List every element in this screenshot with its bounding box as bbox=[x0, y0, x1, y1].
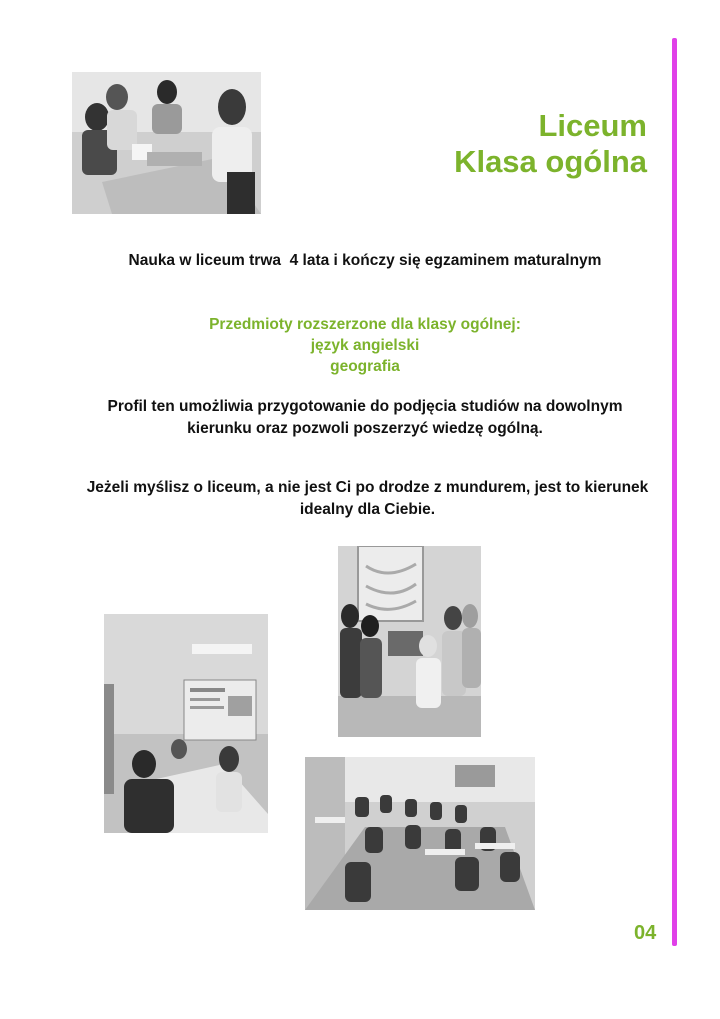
title-line-1: Liceum bbox=[538, 108, 647, 143]
page-title bbox=[454, 108, 647, 180]
photo-presentation-classroom bbox=[104, 614, 268, 833]
extended-subjects-block bbox=[60, 314, 670, 377]
closing-paragraph bbox=[55, 477, 680, 521]
photo-students-at-table bbox=[72, 72, 261, 214]
subject-item: geografia bbox=[330, 358, 400, 375]
title-line-2: Klasa ogólna bbox=[454, 144, 647, 179]
closing-text-line-1: Jeżeli myślisz o liceum, a nie jest Ci po drodze z mundurem, jest to kierunek bbox=[86, 479, 649, 496]
photo-group-with-trophies bbox=[338, 546, 481, 737]
photo-exam-hall bbox=[305, 757, 535, 910]
profile-text-line-1: Profil ten umożliwia przygotowanie do podjęcia studiów na dowolnym bbox=[107, 398, 623, 415]
page-number: 04 bbox=[634, 922, 657, 944]
intro-text: Nauka w liceum trwa 4 lata i kończy się egzaminem maturalnym bbox=[128, 252, 602, 269]
profile-description bbox=[60, 396, 670, 440]
profile-text-line-2: kierunku oraz pozwoli poszerzyć wiedzę ogólną. bbox=[187, 420, 543, 437]
extended-subjects-heading: Przedmioty rozszerzone dla klasy ogólnej: bbox=[209, 316, 521, 333]
closing-text-line-2: idealny dla Ciebie. bbox=[299, 501, 436, 518]
subject-item: język angielski bbox=[310, 337, 420, 354]
